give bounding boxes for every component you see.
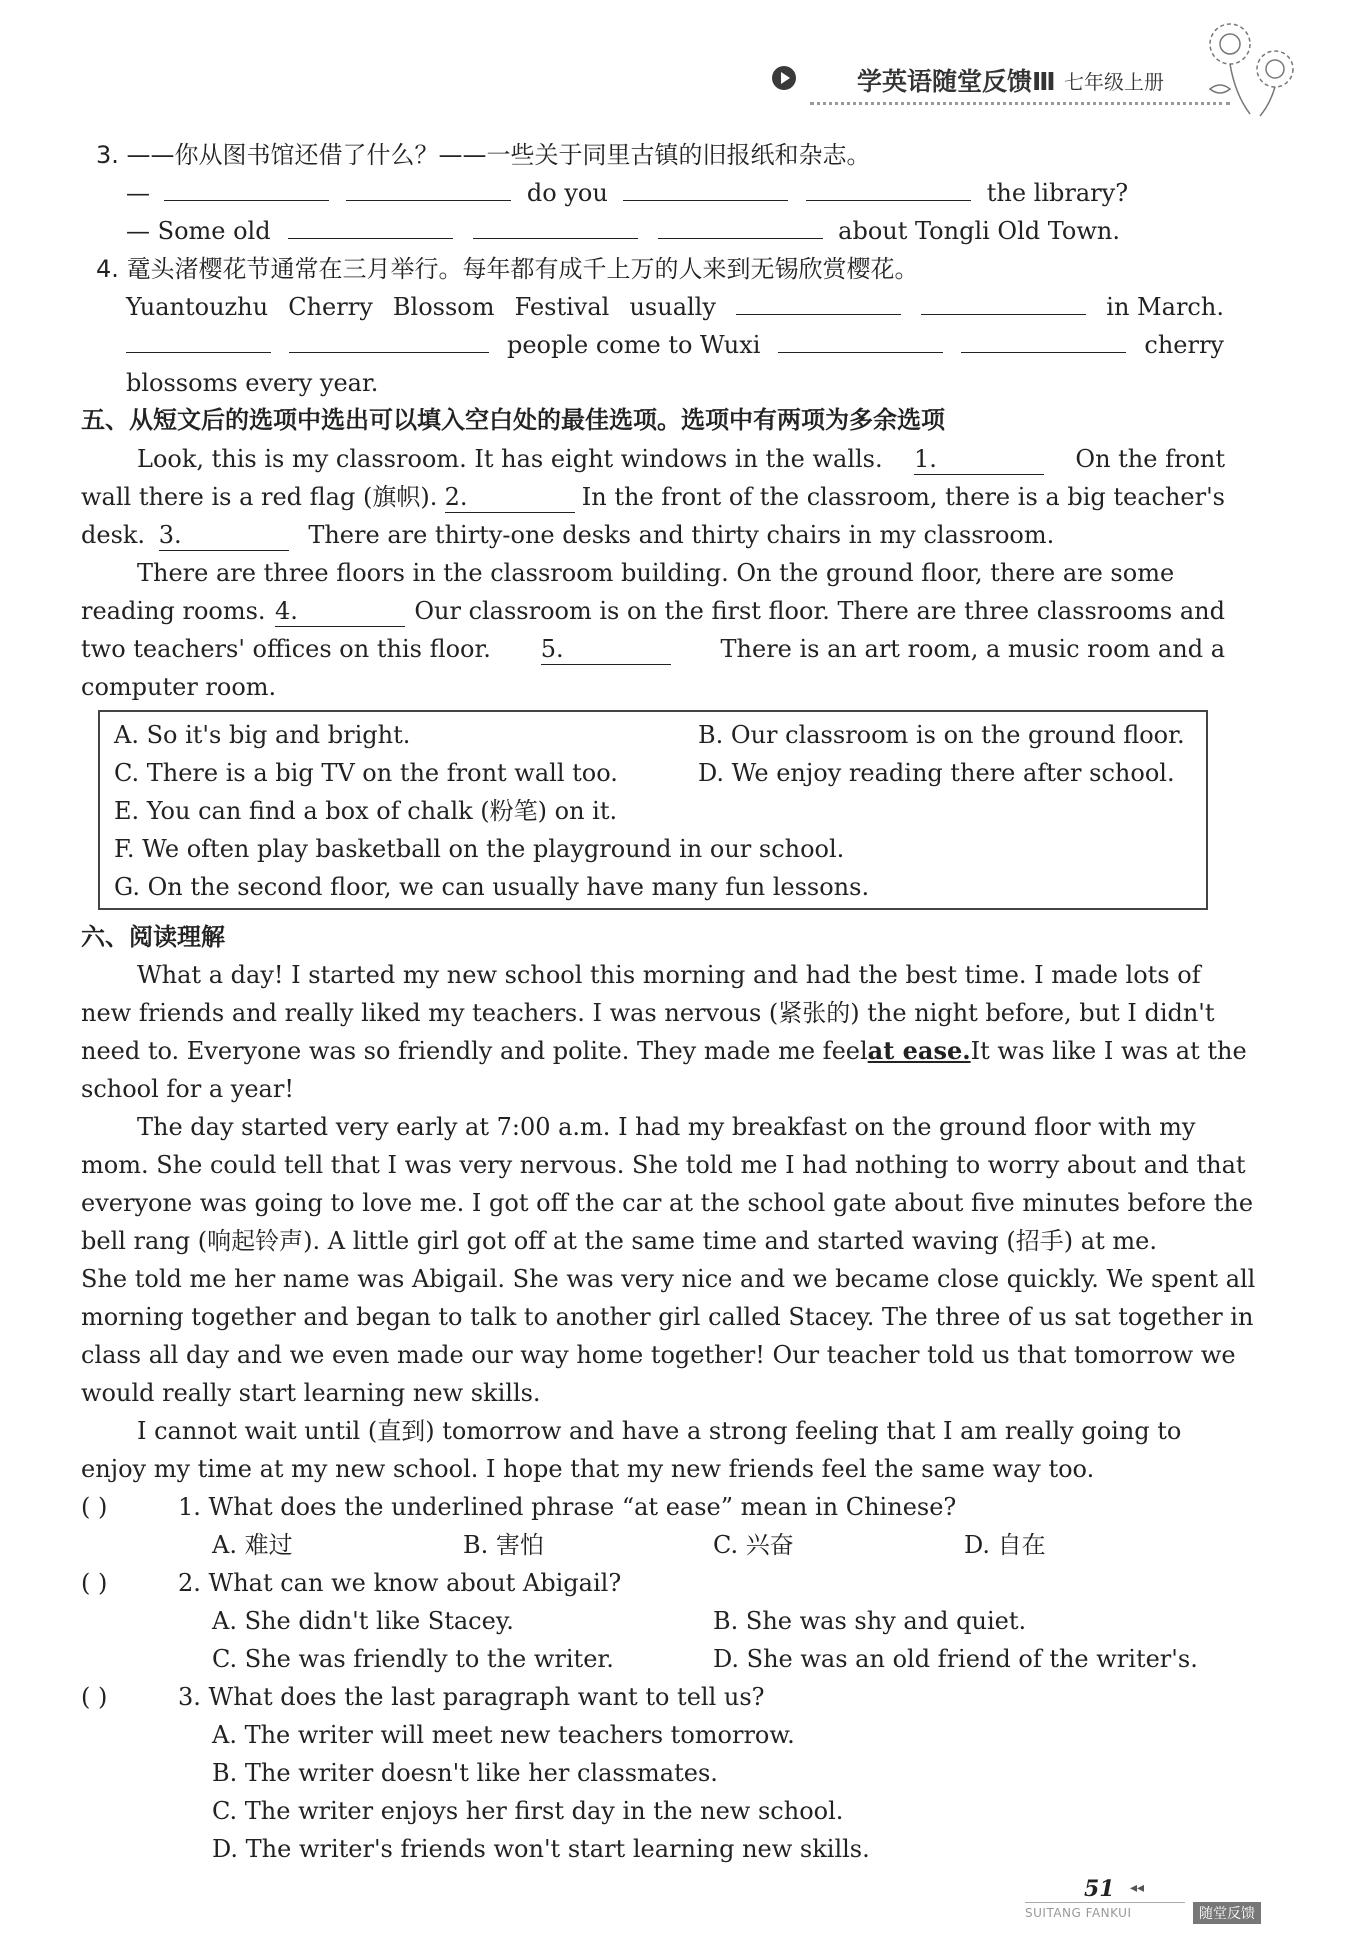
q4-line-3: blossoms every year.	[126, 369, 379, 397]
passage-6-line: mom. She could tell that I was very nervous. She told me I had nothing to worry about and that	[81, 1151, 1246, 1179]
option-d: D. We enjoy reading there after school.	[698, 759, 1175, 787]
page-number: 51	[1084, 1876, 1115, 1902]
answer-blank[interactable]	[126, 330, 271, 353]
answer-blank[interactable]	[288, 216, 453, 239]
q1-option-d[interactable]: D. 自在	[964, 1531, 1046, 1559]
section-5-heading: 五、从短文后的选项中选出可以填入空白处的最佳选项。选项中有两项为多余选项	[81, 406, 945, 434]
q4-line-2: people come to Wuxi cherry	[126, 330, 1224, 360]
answer-blank[interactable]	[164, 178, 329, 201]
answer-blank-4[interactable]: 4.	[275, 596, 405, 627]
q3-line-2: — Some old about Tongli Old Town.	[126, 217, 1120, 245]
q3-line-1: — do you the library?	[126, 179, 1129, 207]
answer-paren[interactable]: ( )	[81, 1493, 108, 1521]
answer-blank-2[interactable]: 2.	[445, 482, 575, 513]
q4-chinese: 4. 鼋头渚樱花节通常在三月举行。每年都有成千上万的人来到无锡欣赏樱花。	[96, 255, 919, 283]
footer-badge: 随堂反馈	[1193, 1902, 1261, 1924]
passage-6-line: class all day and we even made our way home together! Our teacher told us that tomorrow we	[81, 1341, 1236, 1369]
answer-blank-1[interactable]: 1.	[914, 444, 1044, 475]
passage-5-line: There are three floors in the classroom building. On the ground floor, there are some	[137, 559, 1175, 587]
passage-5-line: reading rooms. 4. Our classroom is on the first floor. There are three classrooms and	[81, 597, 1225, 625]
underlined-phrase: at ease.	[867, 1036, 971, 1065]
sunflower-icon	[1190, 14, 1305, 119]
q3-option-d[interactable]: D. The writer's friends won't start learning new skills.	[212, 1835, 870, 1863]
option-b: B. Our classroom is on the ground floor.	[698, 721, 1185, 749]
passage-6-line: school for a year!	[81, 1075, 294, 1103]
answer-blank[interactable]	[778, 330, 943, 353]
section-6-heading: 六、阅读理解	[81, 923, 225, 951]
q2-option-c[interactable]: C. She was friendly to the writer.	[212, 1645, 614, 1673]
passage-6-line: would really start learning new skills.	[81, 1379, 541, 1407]
passage-6-line: morning together and began to talk to another girl called Stacey. The three of us sat together in	[81, 1303, 1254, 1331]
answer-blank[interactable]	[346, 178, 511, 201]
passage-6-line: What a day! I started my new school this morning and had the best time. I made lots of	[137, 961, 1201, 989]
page-arrows-icon: ◂◂	[1130, 1880, 1145, 1896]
header-divider	[810, 102, 1230, 105]
passage-5-line: Look, this is my classroom. It has eight windows in the walls. 1. On the front	[137, 445, 1225, 473]
q1-option-b[interactable]: B. 害怕	[463, 1531, 544, 1559]
answer-blank[interactable]	[473, 216, 638, 239]
q2-option-a[interactable]: A. She didn't like Stacey.	[212, 1607, 514, 1635]
answer-blank[interactable]	[961, 330, 1126, 353]
q2-option-d[interactable]: D. She was an old friend of the writer's.	[713, 1645, 1198, 1673]
passage-5-line: desk. 3. There are thirty-one desks and thirty chairs in my classroom.	[81, 521, 1055, 549]
q3-chinese: 3. ——你从图书馆还借了什么？——一些关于同里古镇的旧报纸和杂志。	[96, 141, 871, 169]
q4-line-1: Yuantouzhu Cherry Blossom Festival usually in March.	[126, 293, 1224, 321]
footer-divider	[1025, 1902, 1185, 1903]
answer-blank[interactable]	[921, 292, 1086, 315]
passage-6-line: everyone was going to love me. I got off the car at the school gate about five minutes before the	[81, 1189, 1254, 1217]
footer-text: SUITANG FANKUI	[1025, 1906, 1132, 1920]
passage-6-line: She told me her name was Abigail. She was very nice and we became close quickly. We spent all	[81, 1265, 1256, 1293]
page-header	[772, 58, 1192, 98]
question-3-stem: 3. What does the last paragraph want to tell us?	[178, 1683, 765, 1711]
answer-blank[interactable]	[289, 330, 489, 353]
answer-paren[interactable]: ( )	[81, 1569, 108, 1597]
option-e: E. You can find a box of chalk (粉笔) on it.	[114, 797, 618, 825]
q2-option-b[interactable]: B. She was shy and quiet.	[713, 1607, 1027, 1635]
grade-label: 七年级上册	[1064, 70, 1164, 94]
q3-option-a[interactable]: A. The writer will meet new teachers tomorrow.	[212, 1721, 795, 1749]
q3-option-c[interactable]: C. The writer enjoys her first day in the new school.	[212, 1797, 844, 1825]
passage-6-line: enjoy my time at my new school. I hope that my new friends feel the same way too.	[81, 1455, 1095, 1483]
answer-blank-3[interactable]: 3.	[159, 520, 289, 551]
passage-5-line: wall there is a red flag (旗帜). 2. In the front of the classroom, there is a big teacher's	[81, 483, 1225, 511]
question-1-stem: 1. What does the underlined phrase “at ease” mean in Chinese?	[178, 1493, 957, 1521]
option-f: F. We often play basketball on the playground in our school.	[114, 835, 845, 863]
answer-blank[interactable]	[658, 216, 823, 239]
question-2-stem: 2. What can we know about Abigail?	[178, 1569, 622, 1597]
answer-blank[interactable]	[623, 178, 788, 201]
q3-option-b[interactable]: B. The writer doesn't like her classmates.	[212, 1759, 718, 1787]
option-c: C. There is a big TV on the front wall too.	[114, 759, 618, 787]
q1-option-a[interactable]: A. 难过	[212, 1531, 293, 1559]
answer-blank[interactable]	[736, 292, 901, 315]
passage-6-line: bell rang (响起铃声). A little girl got off at the same time and started waving (招手) at me.	[81, 1227, 1157, 1255]
answer-blank-5[interactable]: 5.	[541, 634, 671, 665]
passage-5-line: computer room.	[81, 673, 277, 701]
answer-blank[interactable]	[806, 178, 971, 201]
book-title: 学英语随堂反馈Ⅲ	[857, 67, 1056, 96]
passage-6-line: I cannot wait until (直到) tomorrow and have a strong feeling that I am really going to	[137, 1417, 1182, 1445]
passage-6-line: new friends and really liked my teachers. I was nervous (紧张的) the night before, but I didn't	[81, 999, 1215, 1027]
q1-option-c[interactable]: C. 兴奋	[713, 1531, 794, 1559]
play-circle-icon	[772, 66, 796, 90]
passage-6-line: need to. Everyone was so friendly and polite. They made me feel at ease. It was like I was at the	[81, 1036, 1247, 1065]
passage-6-line: The day started very early at 7:00 a.m. I had my breakfast on the ground floor with my	[137, 1113, 1196, 1141]
option-g: G. On the second floor, we can usually have many fun lessons.	[114, 873, 870, 901]
option-a: A. So it's big and bright.	[114, 721, 411, 749]
passage-5-line: two teachers' offices on this floor. 5. There is an art room, a music room and a	[81, 635, 1225, 663]
answer-paren[interactable]: ( )	[81, 1683, 108, 1711]
